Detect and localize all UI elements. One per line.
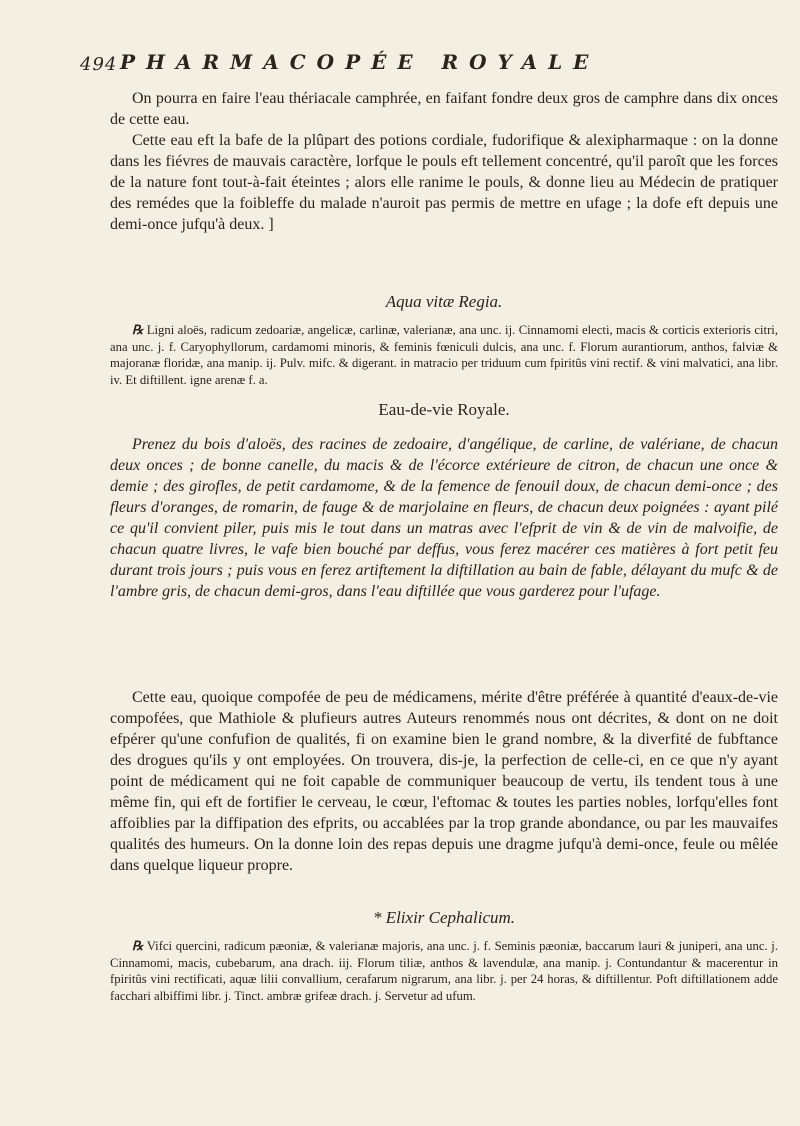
running-title: PHARMACOPÉE ROYALE [120, 50, 600, 74]
recipe-symbol-icon: ℞ [132, 323, 144, 337]
latin-recipe-aqua-vitae [110, 322, 778, 388]
latin-recipe-text: Vifci quercini, radicum pæoniæ, & valerianæ majoris, ana unc. j. f. Seminis pæoniæ, baccarum lauri & juniperi, ana unc. j. Cinnamomi, macis, cubebarum, ana drach. iij. Florum tiliæ, anthos & lavendulæ, ana manip. j. Contundantur & macerentur in fpiritûs vini rectificati, aquæ lilii convallium, cerafarum nigrarum, ana libr. j. per 24 horas, & diftillentur. Poft diftillationem adde facchari albiffimi libr. j. Tinct. ambræ grifeæ drach. j. Servetur ad ufum. [110, 939, 778, 1003]
latin-recipe-text: Ligni aloës, radicum zedoariæ, angelicæ, carlinæ, valerianæ, ana unc. ij. Cinnamomi electi, macis & corticis exterioris citri, ana unc. j. f. Caryophyllorum, cardamomi minoris, & feminis fœniculi dulcis, ana unc. f. Florum aurantiorum, anthos, falviæ & majoranæ floridæ, ana manip. ij. Pulv. mifc. & digerant. in matracio per triduum cum fpiritûs vini rectif. & vini malvatici, ana libr. iv. Et diftillent. igne arenæ f. a. [110, 323, 778, 387]
page-header [80, 48, 772, 78]
section-title-elixir: * Elixir Cephalicum. [372, 908, 516, 927]
paragraph-commentary: Cette eau, quoique compofée de peu de médicamens, mérite d'être préférée à quantité d'eaux-de-vie compofées, que Mathiole & plufieurs autres Auteurs renommés nous ont décrites, & dont on ne doit efpérer qu'une confufion de qualités, fi on examine bien le grand nombre, & la diverfité de fubftance des drogues qu'ils y ont employées. On trouvera, dis-je, la perfection de celle-ci, en ce que n'y ayant point de médicament qui ne foit capable de communiquer beaucoup de vertu, ils tendent tous à une même fin, qui eft de fortifier le cerveau, le cœur, l'eftomac & toutes les parties nobles, lorfqu'elles font affoiblies par la diffipation des efprits, ou accablées par la trop grande abondance, ou par les mauvaifes qualités des humeurs. On la donne loin des repas depuis une dragme jufqu'à demi-once, feule ou mêlée dans quelque liqueur propre. [110, 689, 778, 874]
latin-recipe-elixir [110, 938, 778, 1004]
paragraph-camphor: On pourra en faire l'eau thériacale camphrée, en faifant fondre deux gros de camphre dans dix onces de cette eau. [110, 90, 778, 128]
paragraph-usage: Cette eau eft la bafe de la plûpart des potions cordiale, fudorifique & alexipharmaque : on la donne dans les fiévres de mauvais caractère, lorfque le pouls eft tellement concentré, qu'il paroît que les forces de la nature font tout-à-fait éteintes ; alors elle ranime le pouls, & donne lieu au Médecin de pratiquer des remédes que la foibleffe du malade n'auroit pas permis de mettre en ufage ; la dofe eft depuis une demi-once jufqu'à deux. ] [110, 132, 778, 233]
section-title-eau-de-vie: Eau-de-vie Royale. [378, 400, 510, 419]
french-recipe-eau-de-vie: Prenez du bois d'aloës, des racines de zedoaire, d'angélique, de carline, de valériane, de chacun deux onces ; de bonne canelle, du macis & de l'écorce extérieure de citron, de chacun une once & demie ; des girofles, de petit cardamome, & de la femence de fenouil doux, de chacun demi-once ; des fleurs d'oranges, de romarin, de fauge & de marjolaine en fleurs, de chacun deux poignées : ayant pilé ce qu'il convient piler, puis mis le tout dans un matras avec l'efprit de vin & de vin de malvoifie, de chacun quatre livres, le vafe bien bouché par deffus, vous ferez macérer ces matières à fort petit feu durant trois jours ; puis vous en ferez artiftement la diftillation au bain de fable, délayant du mufc & de l'ambre gris, de chacun demi-gros, dans l'eau diftillée que vous garderez pour l'ufage. [110, 436, 778, 600]
recipe-symbol-icon: ℞ [132, 939, 144, 953]
page-number: 494 [80, 54, 118, 75]
section-title-aqua-vitae: Aqua vitæ Regia. [385, 292, 503, 311]
